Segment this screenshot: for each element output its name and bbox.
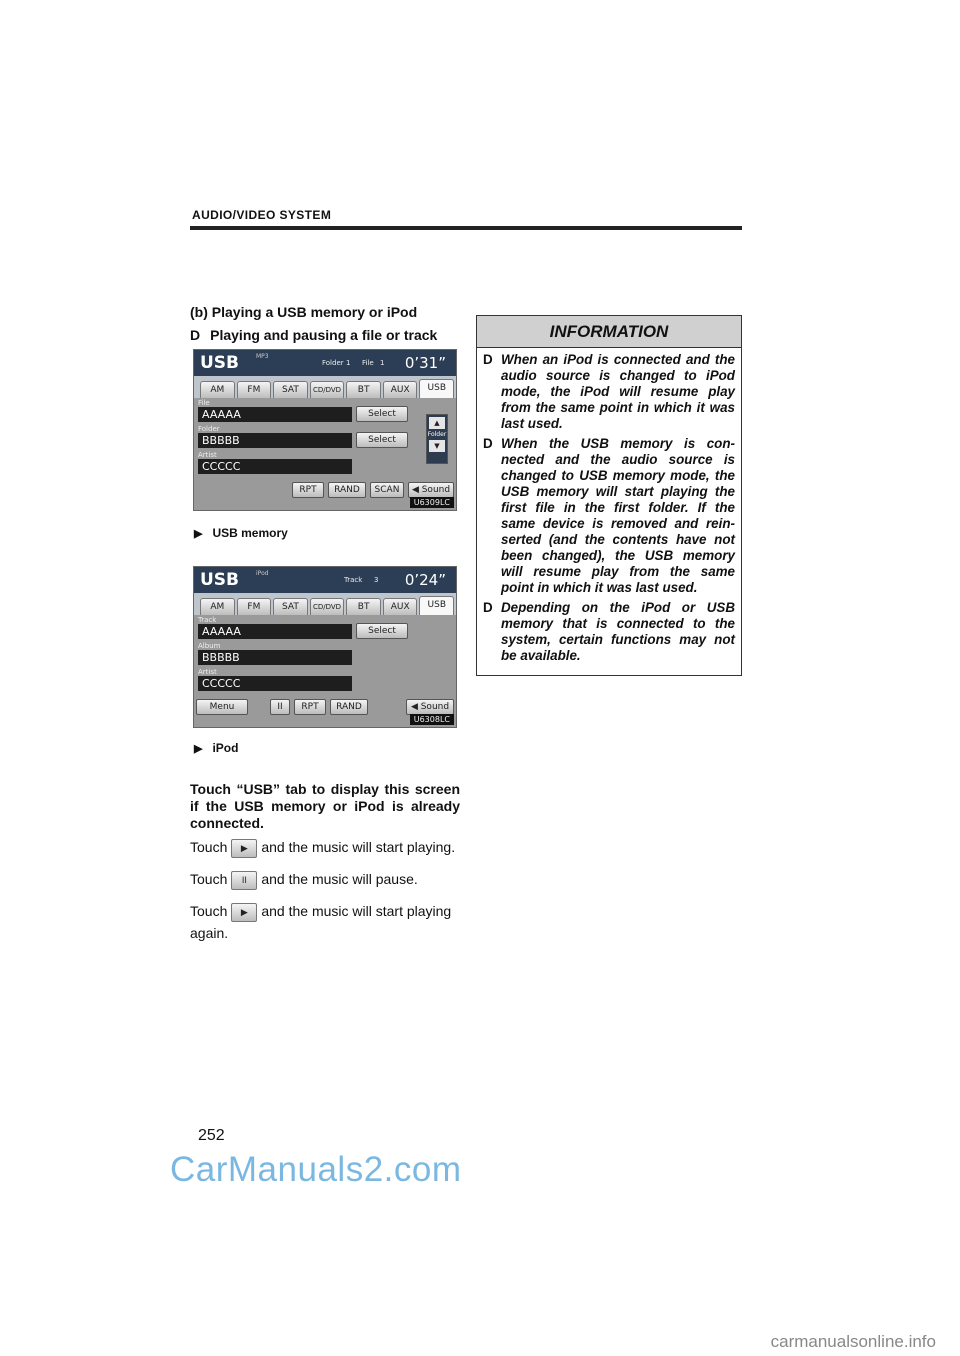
resume-instruction-post: and the music will start playing <box>261 903 452 920</box>
play-instruction <box>190 839 455 858</box>
scan-button[interactable]: SCAN <box>370 482 404 498</box>
caption-arrow-icon: ▶ <box>194 743 203 755</box>
pause-instruction-pre: Touch <box>190 871 228 888</box>
tab-sat[interactable]: SAT <box>273 381 308 398</box>
information-item <box>483 436 735 596</box>
caption-arrow-icon: ▶ <box>194 528 203 540</box>
play-instruction-pre: Touch <box>190 839 228 856</box>
usb-tab-instruction: Touch “USB” tab to display this screen if the USB memory or iPod is already connected. <box>190 781 460 831</box>
screen-title: USB <box>200 353 240 373</box>
watermark: CarManuals2.com <box>170 1150 462 1189</box>
file-field-label: File <box>198 399 210 407</box>
screen-status-bar <box>194 350 456 376</box>
figure-code: U6308LC <box>410 714 454 725</box>
artist-field-label: Artist <box>198 451 217 459</box>
sub-title-text: Playing and pausing a file or track <box>210 327 438 343</box>
sound-button[interactable]: ◀ Sound <box>408 482 454 498</box>
screen-status-bar <box>194 567 456 593</box>
tab-usb[interactable]: USB <box>419 379 454 398</box>
screen-body <box>194 398 456 510</box>
section-title: (b) Playing a USB memory or iPod <box>190 304 418 320</box>
ipod-caption-text: iPod <box>212 741 239 755</box>
information-list <box>477 348 741 664</box>
resume-instruction-continued: again. <box>190 925 229 941</box>
album-field: BBBBB <box>198 650 352 665</box>
tab-bt[interactable]: BT <box>346 381 381 398</box>
play-instruction-post: and the music will start playing. <box>261 839 456 856</box>
source-tabs <box>194 593 456 615</box>
rand-button[interactable]: RAND <box>328 482 366 498</box>
artist-field: CCCCC <box>198 676 352 691</box>
header-rule <box>190 226 742 230</box>
sound-button[interactable]: ◀ Sound <box>406 699 454 715</box>
tab-aux[interactable]: AUX <box>383 381 418 398</box>
tab-cd-dvd[interactable]: CD/DVD <box>310 381 345 398</box>
track-field: AAAAA <box>198 624 352 639</box>
tab-usb[interactable]: USB <box>419 596 454 615</box>
pause-icon: II <box>231 871 257 890</box>
rpt-button[interactable]: RPT <box>292 482 324 498</box>
resume-instruction <box>190 903 451 922</box>
folder-select-button[interactable]: Select <box>356 432 408 448</box>
track-number: 3 <box>374 576 379 584</box>
tab-aux[interactable]: AUX <box>383 598 418 615</box>
information-box <box>476 315 742 676</box>
usb-memory-screen <box>193 349 457 511</box>
tab-fm[interactable]: FM <box>237 381 272 398</box>
tab-am[interactable]: AM <box>200 381 235 398</box>
pause-button[interactable]: II <box>270 699 290 715</box>
bullet-mark: D <box>190 327 201 343</box>
folder-number: 1 <box>346 359 351 367</box>
bullet-mark: D <box>483 436 493 451</box>
track-field-label: Track <box>198 616 217 624</box>
format-tag: MP3 <box>256 353 269 360</box>
information-item <box>483 352 735 432</box>
track-label: Track <box>344 576 363 584</box>
usb-caption-text: USB memory <box>212 526 288 540</box>
folder-control-label: Folder <box>427 431 447 438</box>
rand-button[interactable]: RAND <box>330 699 368 715</box>
ipod-screen <box>193 566 457 728</box>
file-number: 1 <box>380 359 385 367</box>
tab-cd-dvd[interactable]: CD/DVD <box>310 598 345 615</box>
tab-sat[interactable]: SAT <box>273 598 308 615</box>
folder-down-button[interactable]: ▼ <box>429 440 445 452</box>
file-select-button[interactable]: Select <box>356 406 408 422</box>
ipod-caption <box>194 741 238 755</box>
play-icon: ▶ <box>231 903 257 922</box>
section-header: AUDIO/VIDEO SYSTEM <box>192 208 332 222</box>
information-item-text: When an iPod is connected and the audio source is changed to iPod mode, the iPod will resume play from the same point in which it was last used. <box>501 352 735 431</box>
track-select-button[interactable]: Select <box>356 623 408 639</box>
screen-body <box>194 615 456 727</box>
tab-fm[interactable]: FM <box>237 598 272 615</box>
bullet-mark: D <box>483 600 493 615</box>
rpt-button[interactable]: RPT <box>294 699 326 715</box>
elapsed-time: 0’24” <box>404 571 446 589</box>
figure-code: U6309LC <box>410 497 454 508</box>
folder-field-label: Folder <box>198 425 220 433</box>
folder-up-button[interactable]: ▲ <box>429 417 445 429</box>
resume-instruction-pre: Touch <box>190 903 228 920</box>
sub-title <box>190 327 437 343</box>
menu-button[interactable]: Menu <box>196 699 248 715</box>
play-icon: ▶ <box>231 839 257 858</box>
information-title: INFORMATION <box>477 316 741 348</box>
tab-am[interactable]: AM <box>200 598 235 615</box>
file-label: File <box>362 359 374 367</box>
source-tag: iPod <box>256 570 269 577</box>
source-tabs <box>194 376 456 398</box>
folder-field: BBBBB <box>198 433 352 448</box>
artist-field: CCCCC <box>198 459 352 474</box>
folder-control <box>426 414 448 464</box>
pause-instruction <box>190 871 418 890</box>
screen-title: USB <box>200 570 240 590</box>
information-item-text: Depending on the iPod or USB memory that is connected to the system, certain functions may not be available. <box>501 600 735 663</box>
footer-site: carmanualsonline.info <box>770 1332 936 1351</box>
file-field: AAAAA <box>198 407 352 422</box>
pause-instruction-post: and the music will pause. <box>261 871 418 888</box>
usb-caption <box>194 526 288 540</box>
folder-label: Folder <box>322 359 344 367</box>
tab-bt[interactable]: BT <box>346 598 381 615</box>
information-item <box>483 600 735 664</box>
elapsed-time: 0’31” <box>404 354 446 372</box>
information-item-text: When the USB memory is con-nected and the audio source is changed to USB memory mode, the USB memory will start playing the first file in the first folder. If the same device is removed and rein-serted (and the contents have not been changed), the USB memory will resume play from the same point in which it was last used. <box>501 436 735 595</box>
page-number: 252 <box>198 1127 225 1144</box>
album-field-label: Album <box>198 642 221 650</box>
artist-field-label: Artist <box>198 668 217 676</box>
bullet-mark: D <box>483 352 493 367</box>
